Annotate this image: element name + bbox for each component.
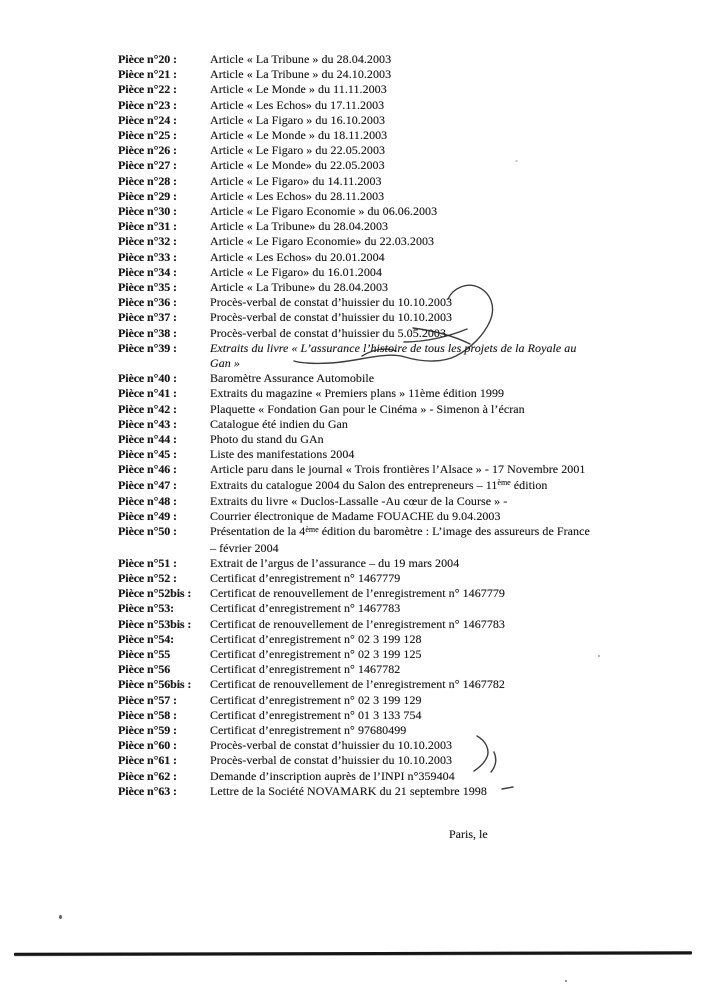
piece-row [118, 708, 704, 723]
piece-description: Certificat d’enregistrement n° 1467783 [210, 601, 401, 616]
piece-row [118, 753, 704, 768]
piece-description: Courrier électronique de Madame FOUACHE du 9.04.2003 [210, 509, 501, 524]
piece-label: Pièce n°42 : [118, 401, 177, 416]
piece-row [118, 174, 704, 189]
piece-label: Pièce n°54: [118, 631, 175, 646]
piece-label: Pièce n°50 : [118, 524, 177, 539]
piece-row [118, 386, 704, 401]
piece-label: Pièce n°47 : [118, 477, 177, 492]
piece-row [118, 723, 704, 738]
piece-label: Pièce n°35 : [118, 280, 177, 295]
piece-label: Pièce n°24 : [118, 112, 177, 127]
piece-description: Plaquette « Fondation Gan pour le Cinéma » - Simenon à l’écran [210, 401, 525, 416]
piece-description: Procès-verbal de constat d’huissier du 10.10.2003 [210, 310, 453, 325]
piece-label: Pièce n°21 : [118, 67, 177, 82]
piece-description: Procès-verbal de constat d’huissier du 10.10.2003 [210, 295, 453, 310]
piece-label: Pièce n°33 : [118, 249, 177, 264]
piece-label: Pièce n°53: [118, 601, 175, 616]
piece-row [118, 586, 704, 601]
piece-row [118, 478, 704, 494]
footer-rule [14, 951, 692, 955]
piece-row [118, 617, 704, 632]
scan-speck [515, 160, 518, 162]
piece-row [118, 447, 704, 462]
piece-row [118, 82, 704, 97]
piece-description: Certificat d’enregistrement n° 02 3 199 129 [210, 692, 422, 707]
piece-label: Pièce n°40 : [118, 371, 177, 386]
piece-row [118, 601, 704, 616]
piece-row [118, 662, 704, 677]
piece-description: Certificat de renouvellement de l’enregistrement n° 1467783 [210, 616, 505, 631]
scan-speck [598, 655, 600, 657]
scan-speck [565, 980, 567, 982]
piece-description: Certificat d’enregistrement n° 01 3 133 754 [210, 707, 422, 722]
piece-description: Certificat de renouvellement de l’enregistrement n° 1467779 [210, 586, 505, 601]
piece-row [118, 417, 704, 432]
piece-label: Pièce n°22 : [118, 82, 177, 97]
piece-row [118, 113, 704, 128]
piece-label: Pièce n°61 : [118, 753, 177, 768]
piece-row [118, 250, 704, 265]
piece-description: Présentation de la 4ème édition du baromètre : L’image des assureurs de France – février 2004 [210, 524, 590, 555]
piece-description: Certificat d’enregistrement n° 02 3 199 125 [210, 646, 422, 661]
date-line: Paris, le [449, 827, 488, 841]
piece-description: Certificat d’enregistrement n° 1467782 [210, 662, 401, 677]
scan-speck [59, 915, 62, 919]
piece-label: Pièce n°58 : [118, 707, 177, 722]
piece-description: Lettre de la Société NOVAMARK du 21 septembre 1998 [210, 783, 487, 798]
piece-label: Pièce n°38 : [118, 325, 177, 340]
piece-description: Catalogue été indien du Gan [210, 416, 348, 431]
piece-label: Pièce n°30 : [118, 204, 177, 219]
piece-description: Extraits du magazine « Premiers plans » 11ème édition 1999 [210, 386, 505, 401]
piece-row [118, 204, 704, 219]
piece-row [118, 189, 704, 204]
piece-row [118, 509, 704, 524]
piece-label: Pièce n°51 : [118, 555, 177, 570]
piece-row [118, 677, 704, 692]
piece-label: Pièce n°55 [118, 646, 171, 661]
piece-row [118, 310, 704, 325]
piece-label: Pièce n°41 : [118, 386, 177, 401]
piece-row [118, 432, 704, 447]
piece-row [118, 462, 704, 477]
piece-row [118, 158, 704, 173]
piece-row [118, 128, 704, 143]
piece-description: Certificat d’enregistrement n° 02 3 199 128 [210, 631, 422, 646]
piece-label: Pièce n°31 : [118, 219, 177, 234]
piece-label: Pièce n°37 : [118, 310, 177, 325]
piece-label: Pièce n°25 : [118, 128, 177, 143]
piece-row [118, 341, 704, 371]
piece-description: Photo du stand du GAn [210, 432, 324, 447]
piece-row [118, 556, 704, 571]
piece-row [118, 234, 704, 249]
piece-description: Baromètre Assurance Automobile [210, 371, 375, 386]
piece-description: Article « Les Echos» du 28.11.2003 [210, 188, 385, 203]
piece-description: Article « La Figaro » du 16.10.2003 [210, 112, 386, 127]
piece-description: Article « Le Figaro » du 22.05.2003 [210, 143, 386, 158]
piece-row [118, 494, 704, 509]
piece-label: Pièce n°44 : [118, 432, 177, 447]
piece-description: Article « Le Monde» du 22.05.2003 [210, 158, 385, 173]
piece-row [118, 693, 704, 708]
piece-description: Article paru dans le journal « Trois frontières l’Alsace » - 17 Novembre 2001 [210, 462, 586, 477]
piece-description: Procès-verbal de constat d’huissier du 5.05.2003 [210, 325, 447, 340]
piece-description: Article « La Tribune » du 24.10.2003 [210, 67, 392, 82]
piece-description: Liste des manifestations 2004 [210, 447, 355, 462]
piece-description: Extraits du livre « L’assurance l’histoire de tous les projets de la Royale au Gan » [210, 340, 577, 371]
piece-description: Article « Le Figaro Economie » du 06.06.2003 [210, 204, 438, 219]
piece-description: Extrait de l’argus de l’assurance – du 19 mars 2004 [210, 555, 460, 570]
piece-description: Certificat d’enregistrement n° 97680499 [210, 722, 407, 737]
piece-row [118, 524, 704, 555]
piece-row [118, 632, 704, 647]
piece-label: Pièce n°29 : [118, 188, 177, 203]
piece-label: Pièce n°26 : [118, 143, 177, 158]
piece-row [118, 371, 704, 386]
piece-row [118, 280, 704, 295]
piece-label: Pièce n°27 : [118, 158, 177, 173]
piece-label: Pièce n°57 : [118, 692, 177, 707]
piece-description: Article « La Tribune» du 28.04.2003 [210, 280, 389, 295]
piece-label: Pièce n°56 [118, 662, 171, 677]
piece-label: Pièce n°52bis : [118, 586, 192, 601]
piece-label: Pièce n°39 : [118, 340, 177, 355]
piece-label: Pièce n°45 : [118, 447, 177, 462]
piece-description: Article « Le Figaro Economie» du 22.03.2003 [210, 234, 435, 249]
piece-description: Article « La Tribune » du 28.04.2003 [210, 52, 392, 66]
piece-label: Pièce n°62 : [118, 768, 177, 783]
piece-list [118, 52, 704, 799]
piece-description: Article « Le Monde » du 18.11.2003 [210, 128, 388, 143]
piece-label: Pièce n°59 : [118, 722, 177, 737]
piece-label: Pièce n°43 : [118, 416, 177, 431]
piece-row [118, 265, 704, 280]
piece-label: Pièce n°52 : [118, 570, 177, 585]
piece-row [118, 52, 704, 67]
piece-label: Pièce n°49 : [118, 509, 177, 524]
piece-label: Pièce n°36 : [118, 295, 177, 310]
piece-label: Pièce n°20 : [118, 52, 177, 66]
piece-description: Procès-verbal de constat d’huissier du 10.10.2003 [210, 753, 453, 768]
piece-row [118, 769, 704, 784]
piece-row [118, 647, 704, 662]
piece-label: Pièce n°63 : [118, 783, 177, 798]
piece-description: Article « Le Figaro» du 16.01.2004 [210, 264, 383, 279]
piece-label: Pièce n°34 : [118, 264, 177, 279]
piece-description: Certificat de renouvellement de l’enregistrement n° 1467782 [210, 677, 505, 692]
piece-row [118, 67, 704, 82]
piece-description: Article « Le Figaro» du 14.11.2003 [210, 173, 382, 188]
piece-row [118, 98, 704, 113]
piece-description: Article « Les Echos» du 17.11.2003 [210, 97, 385, 112]
piece-row [118, 295, 704, 310]
piece-label: Pièce n°32 : [118, 234, 177, 249]
piece-label: Pièce n°53bis : [118, 616, 192, 631]
piece-row [118, 738, 704, 753]
piece-row [118, 571, 704, 586]
piece-description: Extraits du livre « Duclos-Lassalle -Au cœur de la Course » - [210, 493, 508, 508]
piece-description: Certificat d’enregistrement n° 1467779 [210, 570, 401, 585]
piece-row [118, 326, 704, 341]
piece-description: Article « Le Monde » du 11.11.2003 [210, 82, 387, 97]
piece-label: Pièce n°48 : [118, 493, 177, 508]
piece-description: Procès-verbal de constat d’huissier du 10.10.2003 [210, 738, 453, 753]
piece-label: Pièce n°28 : [118, 173, 177, 188]
piece-row [118, 784, 704, 799]
piece-description: Article « Les Echos» du 20.01.2004 [210, 249, 385, 264]
piece-description: Extraits du catalogue 2004 du Salon des entrepreneurs – 11ème édition [210, 477, 548, 492]
piece-row [118, 219, 704, 234]
piece-description: Demande d’inscription auprès de l’INPI n°359404 [210, 768, 455, 783]
piece-description: Article « La Tribune» du 28.04.2003 [210, 219, 389, 234]
piece-row [118, 402, 704, 417]
piece-row [118, 143, 704, 158]
piece-label: Pièce n°23 : [118, 97, 177, 112]
piece-label: Pièce n°60 : [118, 738, 177, 753]
piece-label: Pièce n°46 : [118, 462, 177, 477]
piece-label: Pièce n°56bis : [118, 677, 192, 692]
